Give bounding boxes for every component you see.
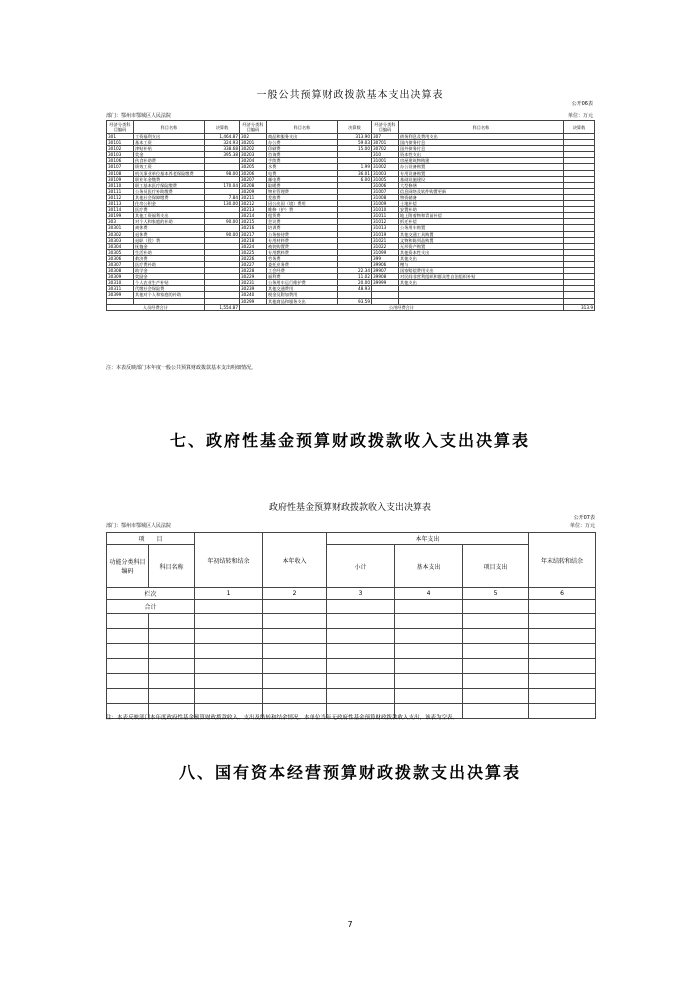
table-cell: 30107: [107, 164, 134, 170]
empty-cell: [463, 659, 529, 674]
table-cell: 30206: [240, 170, 267, 176]
empty-cell: [263, 689, 327, 704]
table-cell: 专用设备购置: [399, 170, 564, 176]
table-cell: 福利费: [267, 274, 338, 280]
table-cell: 31006: [372, 182, 399, 188]
table-cell: 93.59: [338, 298, 372, 304]
empty-cell: [149, 644, 195, 659]
government-fund-table: [106, 532, 596, 719]
table-cell: 30111: [107, 188, 134, 194]
table-cell: 31010: [372, 207, 399, 213]
table-cell: 30217: [240, 231, 267, 237]
table-cell: 公务员医疗补助缴费: [134, 188, 205, 194]
table-cell: 303: [107, 219, 134, 225]
table-cell: 30201: [240, 140, 267, 146]
table-cell: 培训费: [267, 225, 338, 231]
table1-department: 部门：鄂州市鄂城区人民法院: [106, 113, 172, 119]
section-eight-heading: 八、国有资本经营预算财政拨款支出决算表: [178, 763, 521, 782]
empty-row: [107, 644, 596, 659]
table-cell: 文物和陈列品购置: [399, 237, 564, 243]
empty-cell: [463, 644, 529, 659]
table-cell: 30228: [240, 268, 267, 274]
table-cell: 1,464.87: [205, 134, 240, 140]
table1-total-row: [107, 304, 595, 310]
table1-title: 一般公共预算财政拨款基本支出决算表: [256, 90, 444, 101]
table-cell: 30701: [372, 140, 399, 146]
table-cell: 代缴社会保险费: [134, 286, 205, 292]
column-number: 2: [263, 588, 327, 600]
table2-unit: 单位：万元: [569, 523, 595, 529]
end-balance-header: 年末结转和结余: [529, 533, 596, 588]
table-cell: 生活补助: [134, 249, 205, 255]
empty-cell: [529, 674, 596, 689]
empty-cell: [149, 629, 195, 644]
table-cell: 津贴补贴: [134, 146, 205, 152]
table-cell: 物业管理费: [267, 188, 338, 194]
table-cell: 98.00: [205, 170, 240, 176]
table-cell: 31021: [372, 237, 399, 243]
empty-cell: [149, 614, 195, 629]
table-cell: 水费: [267, 164, 338, 170]
table-cell: 399: [372, 255, 399, 261]
table-cell: 基本工资: [134, 140, 205, 146]
empty-cell: [263, 629, 327, 644]
public-total-label: 公用经费合计: [240, 304, 564, 310]
table-cell: 因公出国（境）费用: [267, 201, 338, 207]
table-cell: 30299: [240, 298, 267, 304]
table-cell: 39906: [372, 261, 399, 267]
table1-note: 注：本表反映部门本年度一般公共预算财政拨款基本支出明细情况。: [106, 365, 257, 371]
table-cell: 资本性支出: [399, 152, 564, 158]
table-cell: 住房公积金: [134, 201, 205, 207]
table-cell: 取暖费: [267, 182, 338, 188]
table-cell: 机关事业单位基本养老保险缴费: [134, 170, 205, 176]
table-cell: 职工基本医疗保险缴费: [134, 182, 205, 188]
table2-sheet-number: 公开07表: [573, 515, 595, 521]
empty-cell: [107, 689, 149, 704]
empty-cell: [463, 674, 529, 689]
table-cell: 31003: [372, 170, 399, 176]
table-cell: 30101: [107, 140, 134, 146]
table-cell: 170.04: [205, 182, 240, 188]
empty-cell: [529, 644, 596, 659]
table-cell: 30114: [107, 207, 134, 213]
header-cell: 经济分类科目编码: [107, 121, 134, 134]
table-cell: 30215: [240, 219, 267, 225]
table-cell: 30229: [240, 274, 267, 280]
table-cell: 31008: [372, 194, 399, 200]
table-cell: 委托业务费: [267, 261, 338, 267]
empty-row: [107, 614, 596, 629]
empty-cell: [529, 689, 596, 704]
personnel-total-value: 1,554.87: [205, 304, 240, 310]
table-cell: 30110: [107, 182, 134, 188]
table-cell: 90.00: [205, 219, 240, 225]
table-cell: 维修（护）费: [267, 207, 338, 213]
empty-cell: [327, 659, 395, 674]
table-cell: 31005: [372, 176, 399, 182]
empty-cell: [327, 614, 395, 629]
table-cell: 邮电费: [267, 176, 338, 182]
empty-cell: [395, 644, 463, 659]
empty-row: [107, 659, 596, 674]
table-cell: 31012: [372, 219, 399, 225]
column-number: 5: [463, 588, 529, 600]
table-cell: 奖金: [134, 152, 205, 158]
table-cell: 职业年金缴费: [134, 176, 205, 182]
empty-cell: [263, 644, 327, 659]
header-cell: 决算数: [338, 121, 372, 134]
project-expense-header: 项目支出: [463, 545, 529, 588]
table-cell: 31019: [372, 231, 399, 237]
table-cell: 基础设施建设: [399, 176, 564, 182]
empty-cell: [195, 674, 263, 689]
empty-cell: [263, 674, 327, 689]
table-cell: 30213: [240, 207, 267, 213]
table-cell: 绩效工资: [134, 164, 205, 170]
empty-row: [107, 689, 596, 704]
table-cell: 30306: [107, 255, 134, 261]
table-cell: 其他资本性支出: [399, 249, 564, 255]
table-cell: 395.38: [205, 152, 240, 158]
table-cell: 离休费: [134, 225, 205, 231]
column-number: 6: [529, 588, 596, 600]
table-cell: 劳务费: [267, 255, 338, 261]
column-number: 3: [327, 588, 395, 600]
header-cell: 科目名称: [134, 121, 205, 134]
table-cell: 338.68: [205, 146, 240, 152]
empty-cell: [529, 600, 596, 614]
table-cell: 30199: [107, 213, 134, 219]
table-cell: 30309: [107, 274, 134, 280]
empty-cell: [327, 600, 395, 614]
income-header: 本年收入: [263, 533, 327, 588]
empty-cell: [107, 674, 149, 689]
begin-balance-header: 年初结转和结余: [195, 533, 263, 588]
table-cell: 公务接待费: [267, 231, 338, 237]
empty-cell: [195, 600, 263, 614]
table1-sheet-number: 公开06表: [571, 101, 593, 107]
table-cell: 商品和服务支出: [267, 134, 338, 140]
table-cell: 31011: [372, 213, 399, 219]
total-label: 合计: [107, 600, 195, 614]
table-cell: 310: [372, 152, 399, 158]
table-cell: 30106: [107, 158, 134, 164]
table2-department: 部门：鄂州市鄂城区人民法院: [106, 523, 172, 529]
table-cell: 15.00: [338, 146, 372, 152]
table-cell: 其他支出: [399, 280, 564, 286]
empty-cell: [107, 659, 149, 674]
table-cell: 30211: [240, 194, 267, 200]
public-total-value: 313.9: [564, 304, 595, 310]
table-cell: 其他交通工具购置: [399, 231, 564, 237]
empty-cell: [529, 629, 596, 644]
table-cell: 手续费: [267, 158, 338, 164]
empty-cell: [463, 600, 529, 614]
table-cell: 租赁费: [267, 213, 338, 219]
empty-cell: [195, 644, 263, 659]
table-cell: 对个人和家庭的补助: [134, 219, 205, 225]
table-cell: 30304: [107, 243, 134, 249]
table-cell: 30226: [240, 255, 267, 261]
table-cell: 30209: [240, 188, 267, 194]
header-cell: 科目名称: [399, 121, 564, 134]
empty-cell: [327, 674, 395, 689]
table-cell: 301: [107, 134, 134, 140]
empty-cell: [395, 674, 463, 689]
table-cell: 其他商品和服务支出: [267, 298, 338, 304]
empty-cell: [195, 659, 263, 674]
table-cell: 30303: [107, 237, 134, 243]
empty-cell: [195, 689, 263, 704]
table-cell: 国外债务付息: [399, 146, 564, 152]
page-number: 7: [347, 920, 353, 929]
table-cell: 1.99: [338, 164, 372, 170]
table-cell: 退职（役）费: [134, 237, 205, 243]
table-cell: 30212: [240, 201, 267, 207]
table-cell: 房屋建筑物购建: [399, 158, 564, 164]
table-cell: 307: [372, 134, 399, 140]
table-cell: 工资福利支出: [134, 134, 205, 140]
table-cell: 其他社会保障缴费: [134, 194, 205, 200]
table-cell: 奖励金: [134, 274, 205, 280]
table-cell: 差旅费: [267, 194, 338, 200]
table-cell: 30108: [107, 170, 134, 176]
table-cell: 30240: [240, 292, 267, 298]
empty-cell: [529, 659, 596, 674]
table-cell: 办公设备购置: [399, 164, 564, 170]
empty-cell: [195, 614, 263, 629]
empty-cell: [463, 614, 529, 629]
column-number: 1: [195, 588, 263, 600]
table-cell: 30311: [107, 286, 134, 292]
table-cell: 退休费: [134, 231, 205, 237]
table-cell: 39908: [372, 274, 399, 280]
table-cell: 90.00: [205, 231, 240, 237]
table-cell: 安置补助: [399, 207, 564, 213]
table-cell: 31001: [372, 158, 399, 164]
table-cell: 30227: [240, 261, 267, 267]
table-cell: 31099: [372, 249, 399, 255]
table-cell: 130.00: [205, 201, 240, 207]
table-cell: 抚恤金: [134, 243, 205, 249]
table-cell: 电费: [267, 170, 338, 176]
empty-row: [107, 629, 596, 644]
header-cell: 经济分类科目编码: [372, 121, 399, 134]
table-cell: 20.00: [338, 280, 372, 286]
table-cell: 拆迁补偿: [399, 219, 564, 225]
empty-cell: [395, 600, 463, 614]
table-cell: 国内债务付息: [399, 140, 564, 146]
table-cell: 办公费: [267, 140, 338, 146]
table-cell: 48.93: [338, 286, 372, 292]
empty-cell: [395, 659, 463, 674]
table-cell: 医疗费补助: [134, 261, 205, 267]
table-cell: 7.84: [205, 194, 240, 200]
table-cell: 31013: [372, 225, 399, 231]
table-cell: 专用材料费: [267, 237, 338, 243]
table-cell: 被装购置费: [267, 243, 338, 249]
table-cell: 30239: [240, 286, 267, 292]
item-header: 项 目: [107, 533, 195, 545]
table-cell: 30308: [107, 268, 134, 274]
table-cell: 30112: [107, 194, 134, 200]
empty-cell: [395, 629, 463, 644]
table-cell: 39999: [372, 280, 399, 286]
table-cell: 30307: [107, 261, 134, 267]
table-cell: 30224: [240, 243, 267, 249]
table-cell: 31022: [372, 243, 399, 249]
table-cell: 31009: [372, 201, 399, 207]
section-seven-heading: 七、政府性基金预算财政拨款收入支出决算表: [169, 431, 530, 450]
table1-unit: 单位：万元: [567, 113, 593, 119]
table-cell: 其他工资福利支出: [134, 213, 205, 219]
subject-name-header: 科目名称: [149, 545, 195, 588]
table-cell: 30399: [107, 292, 134, 298]
table-cell: 30208: [240, 182, 267, 188]
table-cell: 36.01: [338, 170, 372, 176]
empty-cell: [327, 644, 395, 659]
table-cell: 30109: [107, 176, 134, 182]
table-cell: 30301: [107, 225, 134, 231]
empty-cell: [463, 689, 529, 704]
total-row: [107, 600, 596, 614]
table-cell: 30102: [107, 146, 134, 152]
table-cell: 会议费: [267, 219, 338, 225]
empty-cell: [529, 614, 596, 629]
table-cell: 30203: [240, 152, 267, 158]
table1-header-row: [107, 121, 595, 134]
table-cell: 税金及附加费用: [267, 292, 338, 298]
table-cell: 无形资产购置: [399, 243, 564, 249]
table-cell: 信息网络及软件购置更新: [399, 188, 564, 194]
table-cell: 30218: [240, 237, 267, 243]
personnel-total-label: 人员经费合计: [107, 304, 205, 310]
table-cell: 咨询费: [267, 152, 338, 158]
empty-cell: [149, 674, 195, 689]
table-cell: 31007: [372, 188, 399, 194]
table-cell: 其他对个人和家庭的补助: [134, 292, 205, 298]
table-cell: 30310: [107, 280, 134, 286]
table-cell: 公务用车运行维护费: [267, 280, 338, 286]
table-cell: 30202: [240, 146, 267, 152]
table-cell: 30231: [240, 280, 267, 286]
table-cell: 30302: [107, 231, 134, 237]
table-cell: 工会经费: [267, 268, 338, 274]
empty-cell: [395, 614, 463, 629]
table-cell: 30103: [107, 152, 134, 158]
empty-cell: [327, 629, 395, 644]
empty-cell: [327, 689, 395, 704]
column-number: 4: [395, 588, 463, 600]
table-cell: 印刷费: [267, 146, 338, 152]
table-cell: 救济费: [134, 255, 205, 261]
table-cell: 30207: [240, 176, 267, 182]
empty-cell: [149, 689, 195, 704]
table-cell: 302: [240, 134, 267, 140]
table-cell: 物资储备: [399, 194, 564, 200]
table-cell: 30225: [240, 249, 267, 255]
header-cell: 科目名称: [267, 121, 338, 134]
table-cell: 30216: [240, 225, 267, 231]
table-cell: 59.03: [338, 140, 372, 146]
header-cell: 经济分类科目编码: [240, 121, 267, 134]
column-number-row: [107, 588, 596, 600]
empty-cell: [263, 600, 327, 614]
basic-expense-header: 基本支出: [395, 545, 463, 588]
table-cell: 债务利息及费用支出: [399, 134, 564, 140]
code-header: 功能分类科目编码: [107, 545, 149, 588]
table-cell: 30113: [107, 201, 134, 207]
basic-expenditure-table: [106, 120, 595, 311]
empty-row: [107, 674, 596, 689]
table-cell: 22.34: [338, 268, 372, 274]
table-cell: 其他交通费用: [267, 286, 338, 292]
empty-cell: [107, 614, 149, 629]
empty-cell: [395, 689, 463, 704]
empty-cell: [263, 614, 327, 629]
empty-cell: [107, 644, 149, 659]
empty-cell: [107, 629, 149, 644]
table-cell: 大型修缮: [399, 182, 564, 188]
table-cell: 土地补偿: [399, 201, 564, 207]
table2-note: 注：本表反映部门本年度政府性基金预算财政拨款收入、支出及结转和结余情况。本单位当年无政府性基金预算财政拨款收入支出，该表为空表。: [106, 715, 459, 721]
table-cell: 其他支出: [399, 255, 564, 261]
table-cell: 324.93: [205, 140, 240, 146]
header-cell: 决算数: [564, 121, 595, 134]
empty-cell: [263, 659, 327, 674]
table-cell: 伙食补助费: [134, 158, 205, 164]
empty-cell: [149, 659, 195, 674]
table-cell: 30214: [240, 213, 267, 219]
table-cell: 31002: [372, 164, 399, 170]
table2-title: 政府性基金预算财政拨款收入支出决算表: [268, 503, 431, 513]
table-cell: 公务用车购置: [399, 225, 564, 231]
table-cell: 6.00: [338, 176, 372, 182]
table-cell: 30305: [107, 249, 134, 255]
header-cell: 决算数: [205, 121, 240, 134]
table-cell: 国家赔偿费用支出: [399, 268, 564, 274]
table-cell: 专用燃料费: [267, 249, 338, 255]
table-cell: 39907: [372, 268, 399, 274]
table-cell: 赠与: [399, 261, 564, 267]
empty-cell: [195, 629, 263, 644]
table-cell: 助学金: [134, 268, 205, 274]
table-cell: 30702: [372, 146, 399, 152]
table-cell: 个人农业生产补贴: [134, 280, 205, 286]
lanci-label: 栏次: [107, 588, 195, 600]
table-cell: 医疗费: [134, 207, 205, 213]
table-cell: 对民间非营利组织和群众性自治组织补贴: [399, 274, 564, 280]
expense-header: 本年支出: [327, 533, 529, 545]
table-cell: 30204: [240, 158, 267, 164]
table-cell: 313.90: [338, 134, 372, 140]
table-cell: 30205: [240, 164, 267, 170]
subtotal-header: 小计: [327, 545, 395, 588]
empty-cell: [463, 629, 529, 644]
table-cell: 11.02: [338, 274, 372, 280]
table-cell: 地上附着物和青苗补偿: [399, 213, 564, 219]
